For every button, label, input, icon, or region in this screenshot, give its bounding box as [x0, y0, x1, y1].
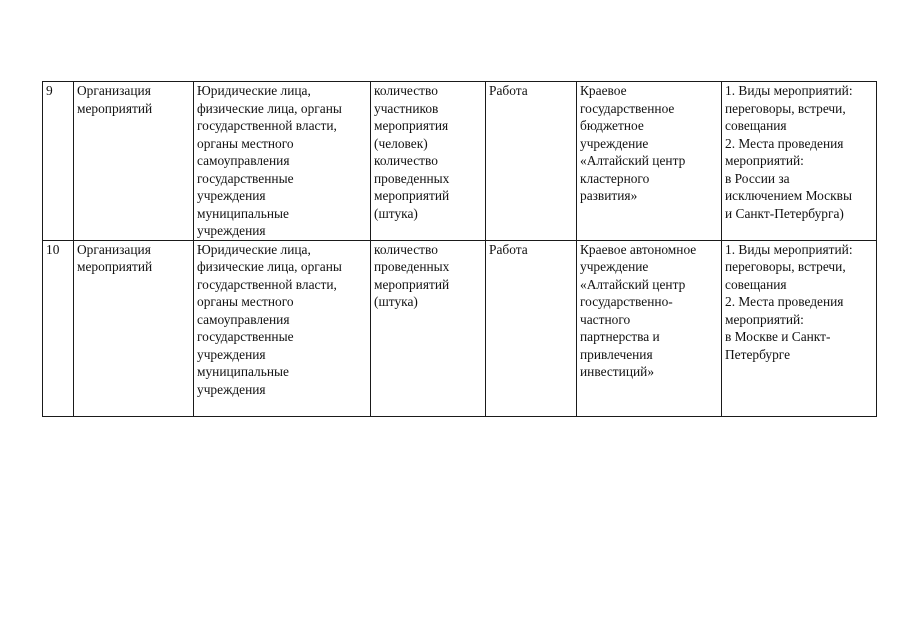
text-line: привлечения — [580, 346, 653, 362]
type-cell — [486, 240, 577, 416]
text-line: мероприятия — [374, 118, 449, 133]
text-line: учреждения — [197, 188, 266, 203]
text-line: бюджетное — [580, 118, 644, 133]
text-line: в России за — [725, 170, 790, 186]
indicator-cell — [371, 82, 486, 241]
type-cell — [486, 82, 577, 241]
text-line: «Алтайский центр — [580, 276, 686, 292]
text-line: переговоры, встречи, — [725, 100, 846, 116]
text-line: 2. Места проведения — [725, 135, 844, 151]
text-line: совещания — [725, 276, 787, 292]
text-line: партнерства и — [580, 329, 660, 344]
text-line: проведенных — [374, 259, 450, 274]
text-line: мероприятий: — [725, 311, 804, 327]
text-line: участников — [374, 100, 439, 116]
text-line: учреждения — [197, 346, 266, 362]
text-line: учреждение — [580, 259, 649, 274]
notes-cell — [722, 82, 877, 241]
text-line: самоуправления — [197, 153, 290, 168]
text-line: органы местного — [197, 135, 294, 151]
row-number-cell — [43, 82, 74, 241]
text-line: самоуправления — [197, 311, 290, 327]
text-line: Работа — [489, 241, 528, 257]
text-line: учреждения — [197, 223, 266, 238]
text-line: 1. Виды мероприятий: — [725, 241, 853, 257]
service-name-cell — [74, 240, 194, 416]
text-line: Организация — [77, 241, 151, 257]
text-line: учреждение — [580, 135, 649, 151]
service-name-cell — [74, 82, 194, 241]
text-line: Краевое — [580, 83, 627, 98]
text-line: мероприятий: — [725, 153, 804, 168]
text-line: Работа — [489, 83, 528, 98]
text-line: мероприятий — [77, 259, 153, 274]
table-row — [43, 240, 877, 416]
recipients-cell — [194, 240, 371, 416]
text-line: и Санкт-Петербурга) — [725, 205, 844, 221]
text-line: количество — [374, 241, 438, 257]
notes-cell — [722, 240, 877, 416]
services-table — [42, 81, 877, 417]
text-line: переговоры, встречи, — [725, 259, 846, 274]
text-line: государственной власти, — [197, 276, 337, 292]
text-line: Юридические лица, — [197, 241, 311, 257]
institution-cell — [577, 240, 722, 416]
text-line: (штука) — [374, 294, 418, 309]
text-line: мероприятий — [77, 100, 153, 116]
text-line: Петербурге — [725, 346, 791, 362]
text-line: проведенных — [374, 170, 450, 186]
text-line: «Алтайский центр — [580, 153, 686, 168]
text-line: Организация — [77, 83, 151, 98]
text-line: количество — [374, 83, 438, 98]
text-line: физические лица, органы — [197, 100, 342, 116]
row-number: 9 — [46, 83, 53, 98]
text-line: учреждения — [197, 381, 266, 397]
text-line: совещания — [725, 118, 787, 133]
indicator-cell — [371, 240, 486, 416]
table-row — [43, 82, 877, 241]
row-number-cell — [43, 240, 74, 416]
text-line: муниципальные — [197, 364, 289, 379]
institution-cell — [577, 82, 722, 241]
text-line: физические лица, органы — [197, 259, 342, 274]
text-line: частного — [580, 311, 631, 327]
row-number: 10 — [46, 241, 60, 257]
text-line: кластерного — [580, 170, 650, 186]
recipients-cell — [194, 82, 371, 241]
text-line: инвестиций» — [580, 364, 655, 379]
text-line: в Москве и Санкт- — [725, 329, 831, 344]
text-line: исключением Москвы — [725, 188, 852, 203]
text-line: количество — [374, 153, 438, 168]
text-line: государственные — [197, 170, 294, 186]
text-line: государственно- — [580, 294, 673, 309]
text-line: государственные — [197, 329, 294, 344]
text-line: (штука) — [374, 205, 418, 221]
text-line: государственной власти, — [197, 118, 337, 133]
text-line: муниципальные — [197, 205, 289, 221]
text-line: органы местного — [197, 294, 294, 309]
text-line: (человек) — [374, 135, 428, 151]
text-line: 1. Виды мероприятий: — [725, 83, 853, 98]
text-line: мероприятий — [374, 276, 450, 292]
text-line: государственное — [580, 100, 675, 116]
text-line: Краевое автономное — [580, 241, 697, 257]
text-line: Юридические лица, — [197, 83, 311, 98]
text-line: развития» — [580, 188, 638, 203]
text-line: мероприятий — [374, 188, 450, 203]
text-line: 2. Места проведения — [725, 294, 844, 309]
